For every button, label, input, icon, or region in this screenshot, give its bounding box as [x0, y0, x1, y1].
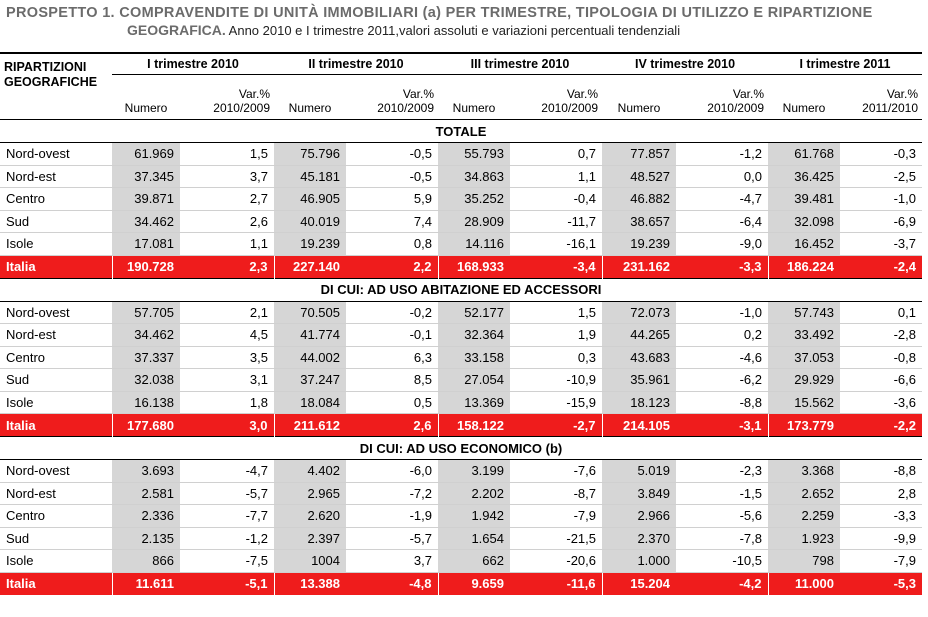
numero-cell: 28.909 — [438, 210, 510, 233]
var-cell: -4,2 — [676, 572, 768, 595]
numero-cell: 1.000 — [602, 550, 676, 573]
var-cell: -7,2 — [346, 482, 438, 505]
numero-cell: 15.562 — [768, 391, 840, 414]
region-name: Nord-est — [0, 324, 112, 347]
total-row — [0, 572, 922, 595]
var-cell: -6,6 — [840, 369, 922, 392]
numero-cell: 37.247 — [274, 369, 346, 392]
title-line-2 — [6, 22, 921, 39]
var-cell: -8,8 — [676, 391, 768, 414]
var-cell: 1,5 — [510, 301, 602, 324]
header-row-columns — [0, 75, 922, 120]
table-row — [0, 233, 922, 256]
numero-cell: 27.054 — [438, 369, 510, 392]
var-cell: -2,3 — [676, 460, 768, 483]
numero-cell: 2.336 — [112, 505, 180, 528]
numero-cell: 231.162 — [602, 255, 676, 278]
var-cell: -8,7 — [510, 482, 602, 505]
var-cell: -2,5 — [840, 165, 922, 188]
region-name: Sud — [0, 527, 112, 550]
region-name: Nord-ovest — [0, 143, 112, 166]
section-title: DI CUI: AD USO ABITAZIONE ED ACCESSORI — [0, 278, 922, 301]
var-cell: 2,7 — [180, 188, 274, 211]
numero-cell: 798 — [768, 550, 840, 573]
table-row — [0, 369, 922, 392]
var-cell: -4,6 — [676, 346, 768, 369]
var-cell: -3,3 — [840, 505, 922, 528]
numero-cell: 40.019 — [274, 210, 346, 233]
numero-cell: 9.659 — [438, 572, 510, 595]
numero-cell: 11.000 — [768, 572, 840, 595]
table-row — [0, 482, 922, 505]
numero-cell: 2.370 — [602, 527, 676, 550]
table-row — [0, 391, 922, 414]
var-cell: -1,0 — [676, 301, 768, 324]
var-cell: 0,5 — [346, 391, 438, 414]
numero-cell: 2.965 — [274, 482, 346, 505]
region-name: Italia — [0, 414, 112, 437]
numero-cell: 16.138 — [112, 391, 180, 414]
sales-table — [0, 52, 922, 595]
table-row — [0, 143, 922, 166]
var-cell: 7,4 — [346, 210, 438, 233]
numero-cell: 1.923 — [768, 527, 840, 550]
var-cell: -5,3 — [840, 572, 922, 595]
numero-cell: 16.452 — [768, 233, 840, 256]
var-header: Var.% 2011/2010 — [862, 87, 918, 115]
numero-cell: 11.611 — [112, 572, 180, 595]
table-row — [0, 301, 922, 324]
var-cell: 8,5 — [346, 369, 438, 392]
numero-cell: 34.462 — [112, 324, 180, 347]
var-header: Var.% 2010/2009 — [707, 87, 764, 115]
numero-cell: 1.654 — [438, 527, 510, 550]
var-header: Var.% 2010/2009 — [377, 87, 434, 115]
var-cell: 3,5 — [180, 346, 274, 369]
numero-cell: 2.135 — [112, 527, 180, 550]
region-name: Centro — [0, 188, 112, 211]
var-cell: -6,4 — [676, 210, 768, 233]
title-line-2-bold: GEOGRAFICA. — [127, 22, 226, 38]
var-cell: 2,3 — [180, 255, 274, 278]
numero-cell: 2.259 — [768, 505, 840, 528]
var-cell: -0,2 — [346, 301, 438, 324]
var-cell: -16,1 — [510, 233, 602, 256]
numero-cell: 173.779 — [768, 414, 840, 437]
region-name: Centro — [0, 505, 112, 528]
var-cell: -5,6 — [676, 505, 768, 528]
var-cell: 1,1 — [180, 233, 274, 256]
numero-cell: 33.158 — [438, 346, 510, 369]
var-header: Var.% 2010/2009 — [541, 87, 598, 115]
numero-cell: 2.397 — [274, 527, 346, 550]
var-cell: -0,3 — [840, 143, 922, 166]
numero-cell: 70.505 — [274, 301, 346, 324]
numero-cell: 46.882 — [602, 188, 676, 211]
region-name: Italia — [0, 572, 112, 595]
numero-cell: 57.743 — [768, 301, 840, 324]
numero-cell: 186.224 — [768, 255, 840, 278]
var-cell: -6,9 — [840, 210, 922, 233]
numero-cell: 866 — [112, 550, 180, 573]
var-cell: 2,6 — [346, 414, 438, 437]
numero-cell: 3.368 — [768, 460, 840, 483]
var-cell: -6,0 — [346, 460, 438, 483]
numero-cell: 211.612 — [274, 414, 346, 437]
var-cell: -1,0 — [840, 188, 922, 211]
var-cell: -15,9 — [510, 391, 602, 414]
numero-cell: 35.252 — [438, 188, 510, 211]
var-cell: -2,7 — [510, 414, 602, 437]
var-cell: 2,1 — [180, 301, 274, 324]
numero-cell: 48.527 — [602, 165, 676, 188]
period-header: I trimestre 2011 — [768, 54, 922, 75]
numero-cell: 37.345 — [112, 165, 180, 188]
numero-header: Numero — [124, 101, 168, 115]
var-cell: -10,9 — [510, 369, 602, 392]
var-cell: -0,5 — [346, 143, 438, 166]
var-cell: -8,8 — [840, 460, 922, 483]
var-cell: -3,1 — [676, 414, 768, 437]
numero-cell: 19.239 — [602, 233, 676, 256]
var-cell: -1,2 — [676, 143, 768, 166]
var-cell: 5,9 — [346, 188, 438, 211]
var-cell: 3,1 — [180, 369, 274, 392]
region-name: Isole — [0, 391, 112, 414]
header-row-periods — [0, 54, 922, 75]
var-cell: -7,6 — [510, 460, 602, 483]
var-cell: -1,9 — [346, 505, 438, 528]
var-cell: -11,7 — [510, 210, 602, 233]
var-header: Var.% 2010/2009 — [213, 87, 270, 115]
table-row — [0, 505, 922, 528]
var-cell: 0,7 — [510, 143, 602, 166]
numero-cell: 19.239 — [274, 233, 346, 256]
numero-cell: 5.019 — [602, 460, 676, 483]
numero-cell: 43.683 — [602, 346, 676, 369]
numero-cell: 1004 — [274, 550, 346, 573]
var-cell: 0,8 — [346, 233, 438, 256]
var-cell: 1,5 — [180, 143, 274, 166]
var-cell: 4,5 — [180, 324, 274, 347]
numero-cell: 18.123 — [602, 391, 676, 414]
region-header: RIPARTIZIONI GEOGRAFICHE — [4, 60, 98, 89]
table-row — [0, 550, 922, 573]
title-line-2-rest: Anno 2010 e I trimestre 2011,valori assoluti e variazioni percentuali tendenziali — [225, 23, 681, 38]
numero-cell: 36.425 — [768, 165, 840, 188]
table-row — [0, 346, 922, 369]
numero-cell: 227.140 — [274, 255, 346, 278]
region-name: Italia — [0, 255, 112, 278]
var-cell: -0,8 — [840, 346, 922, 369]
numero-cell: 39.481 — [768, 188, 840, 211]
var-cell: 3,7 — [346, 550, 438, 573]
var-cell: -3,4 — [510, 255, 602, 278]
numero-cell: 214.105 — [602, 414, 676, 437]
numero-cell: 46.905 — [274, 188, 346, 211]
var-cell: -7,9 — [840, 550, 922, 573]
section-header — [0, 437, 922, 460]
numero-cell: 32.038 — [112, 369, 180, 392]
numero-cell: 55.793 — [438, 143, 510, 166]
var-cell: -4,7 — [180, 460, 274, 483]
var-cell: 6,3 — [346, 346, 438, 369]
var-cell: -3,6 — [840, 391, 922, 414]
numero-cell: 57.705 — [112, 301, 180, 324]
var-cell: 0,0 — [676, 165, 768, 188]
period-header: I trimestre 2010 — [112, 54, 274, 75]
region-name: Isole — [0, 233, 112, 256]
numero-cell: 77.857 — [602, 143, 676, 166]
var-cell: 2,6 — [180, 210, 274, 233]
var-cell: 1,1 — [510, 165, 602, 188]
var-cell: 2,8 — [840, 482, 922, 505]
numero-cell: 32.364 — [438, 324, 510, 347]
numero-cell: 44.002 — [274, 346, 346, 369]
var-cell: 0,2 — [676, 324, 768, 347]
numero-cell: 18.084 — [274, 391, 346, 414]
section-header — [0, 278, 922, 301]
var-cell: -0,1 — [346, 324, 438, 347]
numero-header: Numero — [452, 101, 496, 115]
numero-cell: 2.620 — [274, 505, 346, 528]
var-cell: 1,8 — [180, 391, 274, 414]
region-name: Nord-ovest — [0, 301, 112, 324]
numero-cell: 2.652 — [768, 482, 840, 505]
region-name: Nord-ovest — [0, 460, 112, 483]
var-cell: -5,7 — [346, 527, 438, 550]
region-name: Isole — [0, 550, 112, 573]
region-name: Sud — [0, 210, 112, 233]
region-name: Centro — [0, 346, 112, 369]
var-cell: -5,1 — [180, 572, 274, 595]
var-cell: -2,2 — [840, 414, 922, 437]
var-cell: -9,9 — [840, 527, 922, 550]
period-header: III trimestre 2010 — [438, 54, 602, 75]
var-cell: -2,4 — [840, 255, 922, 278]
numero-cell: 37.337 — [112, 346, 180, 369]
region-name: Sud — [0, 369, 112, 392]
title-line-1: PROSPETTO 1. COMPRAVENDITE DI UNITÀ IMMOBILIARI (a) PER TRIMESTRE, TIPOLOGIA DI UTILIZZO E RIPARTIZIONE — [6, 5, 873, 21]
total-row — [0, 414, 922, 437]
numero-cell: 44.265 — [602, 324, 676, 347]
var-cell: 0,1 — [840, 301, 922, 324]
var-cell: -4,7 — [676, 188, 768, 211]
var-cell: 1,9 — [510, 324, 602, 347]
section-header — [0, 120, 922, 143]
table-row — [0, 460, 922, 483]
numero-cell: 1.942 — [438, 505, 510, 528]
var-cell: -20,6 — [510, 550, 602, 573]
numero-cell: 61.768 — [768, 143, 840, 166]
numero-header: Numero — [782, 101, 826, 115]
var-cell: -3,7 — [840, 233, 922, 256]
numero-cell: 52.177 — [438, 301, 510, 324]
var-cell: -1,5 — [676, 482, 768, 505]
var-cell: -7,8 — [676, 527, 768, 550]
numero-cell: 2.202 — [438, 482, 510, 505]
numero-cell: 61.969 — [112, 143, 180, 166]
numero-cell: 32.098 — [768, 210, 840, 233]
var-cell: -3,3 — [676, 255, 768, 278]
numero-cell: 13.369 — [438, 391, 510, 414]
numero-cell: 190.728 — [112, 255, 180, 278]
var-cell: 3,7 — [180, 165, 274, 188]
numero-header: Numero — [617, 101, 661, 115]
period-header: II trimestre 2010 — [274, 54, 438, 75]
var-cell: -1,2 — [180, 527, 274, 550]
numero-cell: 34.462 — [112, 210, 180, 233]
numero-cell: 14.116 — [438, 233, 510, 256]
numero-cell: 2.581 — [112, 482, 180, 505]
var-cell: -5,7 — [180, 482, 274, 505]
numero-cell: 72.073 — [602, 301, 676, 324]
numero-cell: 39.871 — [112, 188, 180, 211]
table-row — [0, 324, 922, 347]
numero-cell: 33.492 — [768, 324, 840, 347]
var-cell: -11,6 — [510, 572, 602, 595]
table-row — [0, 527, 922, 550]
var-cell: -7,5 — [180, 550, 274, 573]
numero-cell: 17.081 — [112, 233, 180, 256]
numero-cell: 3.849 — [602, 482, 676, 505]
numero-header: Numero — [288, 101, 332, 115]
numero-cell: 662 — [438, 550, 510, 573]
table-row — [0, 165, 922, 188]
numero-cell: 3.693 — [112, 460, 180, 483]
numero-cell: 38.657 — [602, 210, 676, 233]
numero-cell: 4.402 — [274, 460, 346, 483]
var-cell: 0,3 — [510, 346, 602, 369]
numero-cell: 3.199 — [438, 460, 510, 483]
var-cell: -2,8 — [840, 324, 922, 347]
var-cell: 2,2 — [346, 255, 438, 278]
numero-cell: 2.966 — [602, 505, 676, 528]
var-cell: -7,7 — [180, 505, 274, 528]
region-name: Nord-est — [0, 165, 112, 188]
var-cell: -4,8 — [346, 572, 438, 595]
period-header: IV trimestre 2010 — [602, 54, 768, 75]
numero-cell: 45.181 — [274, 165, 346, 188]
var-cell: -21,5 — [510, 527, 602, 550]
var-cell: 3,0 — [180, 414, 274, 437]
section-title: TOTALE — [0, 120, 922, 143]
numero-cell: 15.204 — [602, 572, 676, 595]
numero-cell: 168.933 — [438, 255, 510, 278]
numero-cell: 41.774 — [274, 324, 346, 347]
var-cell: -0,5 — [346, 165, 438, 188]
numero-cell: 35.961 — [602, 369, 676, 392]
var-cell: -10,5 — [676, 550, 768, 573]
var-cell: -0,4 — [510, 188, 602, 211]
document-title — [6, 4, 921, 39]
numero-cell: 177.680 — [112, 414, 180, 437]
numero-cell: 29.929 — [768, 369, 840, 392]
var-cell: -7,9 — [510, 505, 602, 528]
region-name: Nord-est — [0, 482, 112, 505]
numero-cell: 37.053 — [768, 346, 840, 369]
numero-cell: 75.796 — [274, 143, 346, 166]
numero-cell: 34.863 — [438, 165, 510, 188]
table-row — [0, 210, 922, 233]
table-row — [0, 188, 922, 211]
total-row — [0, 255, 922, 278]
numero-cell: 13.388 — [274, 572, 346, 595]
var-cell: -6,2 — [676, 369, 768, 392]
section-title: DI CUI: AD USO ECONOMICO (b) — [0, 437, 922, 460]
numero-cell: 158.122 — [438, 414, 510, 437]
var-cell: -9,0 — [676, 233, 768, 256]
